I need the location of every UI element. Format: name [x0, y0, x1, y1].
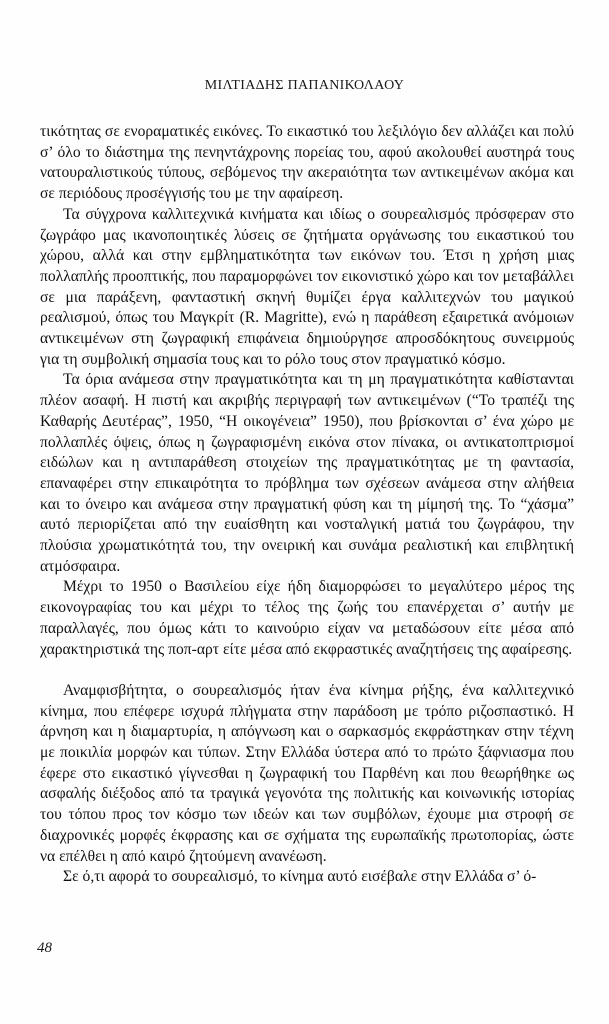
- paragraph: Αναμφισβήτητα, ο σουρεαλισμός ήταν ένα κίνημα ρήξης, ένα καλλιτεχνικό κίνημα, που επέφερε ισχυρά πλήγματα στην παράδοση με τρόπο ριζοσπαστικό. Η άρνηση και η διαμαρτυρία, η απόγνωση και ο σαρκασμός εκφράστηκαν στην τέχνη με ποικιλία μορφών και τύπων. Στην Ελλάδα ύστερα από το πρώτο ξάφνιασμα που έφερε στο εικαστικό γίγνεσθαι η ζωγραφική του Παρθένη και που θεωρήθηκε ως ασφαλής διέξοδος από τα τραγικά γεγονότα της πολιτικής και κοινωνικής ιστορίας του τόπου προς τον κόσμο των ιδεών και των συμβόλων, έχουμε μια στροφή σε διαχρονικές μορφές έκφρασης και σε σχήματα της ευρωπαϊκής πρωτοπορίας, ώστε να επέλθει η από καιρό ζητούμενη ανανέωση.: [40, 681, 574, 865]
- paragraph: Τα σύγχρονα καλλιτεχνικά κινήματα και ιδίως ο σουρεαλισμός πρόσφεραν στο ζωγράφο μας ικανοποιητικές λύσεις σε ζητήματα οργάνωσης του εικαστικού του χώρου, αλλά και στην εμβληματικότητα των εικόνων του. Έτσι η χρήση μιας πολλαπλής προοπτικής, που παραμορφώνει τον εικονιστικό χώρο και τον μεταβάλλει σε μια παράξενη, φανταστική σκηνή θυμίζει έργα καλλιτεχνών του μαγικού ρεαλισμού, όπως του Μαγκρίτ (R. Magritte), ενώ η παράθεση εξαιρετικά ανόμοιων αντικειμένων στη ζωγραφική επιφάνεια δημιούργησε απροσδόκητους συνειρμούς για τη συμβολική σημασία τους και το ρόλο τους στον πραγματικό κόσμο.: [40, 205, 574, 368]
- body-text: [40, 122, 574, 888]
- paragraph: Μέχρι το 1950 ο Βασιλείου είχε ήδη διαμορφώσει το μεγαλύτερο μέρος της εικονογραφίας του και μέχρι το τέλος της ζωής του επανέρχεται σ’ αυτήν με παραλλαγές, που όμως κάτι το καινούριο είχαν να μεταδώσουν είτε μέσα από χαρακτηριστικά της ποπ-αρτ είτε μέσα από εκφραστικές αναζητήσεις της αφαίρεσης.: [40, 578, 574, 658]
- page-number: 48: [37, 940, 52, 956]
- paragraph: τικότητας σε ενοραματικές εικόνες. Το εικαστικό του λεξιλόγιο δεν αλλάζει και πολύ σ’ όλο το διάστημα της πενηντάχρονης πορείας του, αφού ακολουθεί αυστηρά τους νατουραλιστικούς τύπους, σεβόμενος την ακεραιότητα των αντικειμένων ακόμα και σε περιόδους προσέγγισής του με την αφαίρεση.: [40, 123, 574, 203]
- running-head: ΜΙΛΤΙΑΔΗΣ ΠΑΠΑΝΙΚΟΛΑΟΥ: [204, 78, 405, 93]
- paragraph-last: Σε ό,τι αφορά το σουρεαλισμό, το κίνημα αυτό εισέβαλε στην Ελλάδα σ’ ό-: [63, 868, 537, 886]
- paragraph: Τα όρια ανάμεσα στην πραγματικότητα και τη μη πραγματικότητα καθίστανται πλέον ασαφή. Η πιστή και ακριβής περιγραφή των αντικειμένων (“Το τραπέζι της Καθαρής Δευτέρας”, 1950, “Η οικογένεια” 1950), που βρίσκονται σ’ ένα χώρο με πολλαπλές όψεις, όπως η ζωγραφισμένη εικόνα στον πίνακα, οι αντικατοπτρισμοί ειδώλων και η αντιπαράθεση στοιχείων της πραγματικότητας με τη φαντασία, επαναφέρει στην επικαιρότητα το πρόβλημα των σχέσεων ανάμεσα στην αλήθεια και το όνειρο και ανάμεσα στην πραγματική φύση και τη μίμησή της. Το “χάσμα” αυτό περιορίζεται από την ευαίσθητη και νοσταλγική ματιά του ζωγράφου, την πλούσια χρωματικότητά του, την ονειρική και συνάμα ρεαλιστική και επιβλητική ατμόσφαιρα.: [40, 371, 574, 575]
